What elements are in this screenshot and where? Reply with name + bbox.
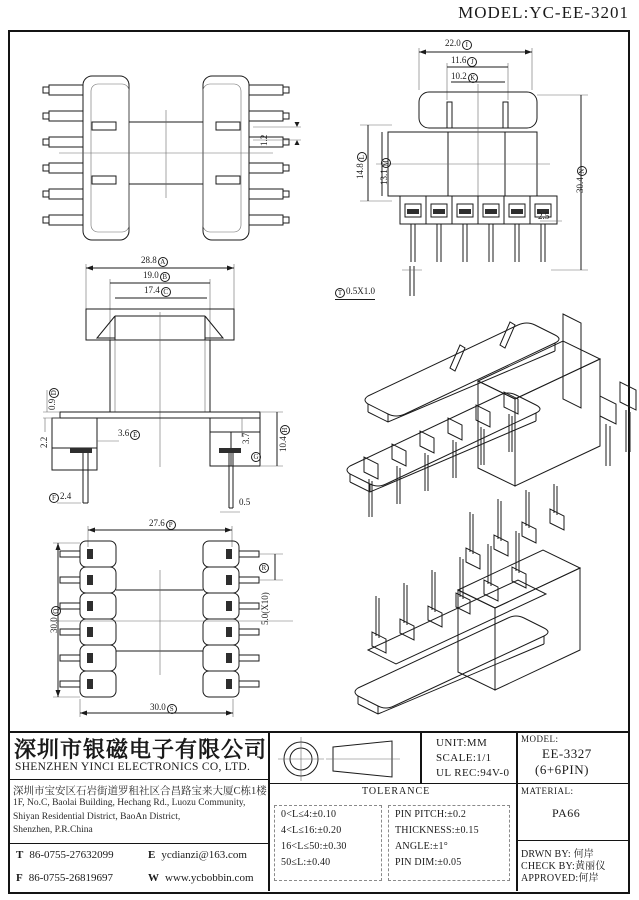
material-value: PA66: [552, 806, 581, 820]
bottom-view-drawing: [35, 515, 327, 727]
dim-2-4: F 2.4: [49, 491, 71, 503]
tolerance2-row-2: THICKNESS:±0.15: [395, 825, 479, 836]
check-by-value: 黄丽仪: [574, 861, 606, 872]
dim-1-2: 1.2: [259, 134, 269, 146]
dim-3-6: 3.6 E: [118, 428, 140, 440]
titleblock-divider-2: [420, 731, 422, 783]
company-name-en: SHENZHEN YINCI ELECTRONICS CO, LTD.: [15, 761, 251, 773]
dim-10-2: 10.2 K: [451, 71, 478, 83]
company-name-cn: 深圳市银磁电子有限公司: [14, 737, 268, 762]
page-title: MODEL:YC-EE-3201: [458, 3, 629, 22]
model-value-line1: EE-3327: [542, 746, 592, 761]
dim-0-9: 0.9D: [47, 388, 59, 410]
email-value: ycdianzi@163.com: [161, 849, 247, 861]
email-label: E: [148, 849, 156, 861]
address-en-line1: 1F, No.C, Baolai Building, Hechang Rd., Luozu Community,: [13, 798, 246, 808]
titleblock-rule-2: [268, 783, 628, 784]
scale-value: SCALE:1/1: [436, 752, 492, 764]
tolerance-row-1: 0<L≤4:±0.10: [281, 809, 337, 820]
dim-11-6: 11.6 J: [451, 55, 477, 67]
dim-13-1: 13.1M: [379, 160, 390, 185]
website-value: www.ycbobbin.com: [165, 872, 254, 884]
dim-2-2: 2.2: [39, 436, 49, 448]
fax-number: 86-0755-26819697: [28, 872, 114, 884]
dim-letter-g: G: [250, 450, 261, 462]
dim-5-0-x10: 5.0(X10): [260, 592, 270, 625]
iso-view-bottom: [338, 498, 634, 730]
dim-10-4: 10.4H: [278, 425, 290, 452]
phone-label: T: [16, 849, 24, 861]
dim-pin-size-note: T 0.5X1.0: [335, 286, 375, 300]
dim-30-0-bottom: 30.0 S: [150, 702, 177, 714]
website-row: [148, 872, 254, 884]
titleblock-divider-3: [516, 731, 518, 891]
tolerance-title: TOLERANCE: [362, 786, 431, 797]
website-label: W: [148, 872, 159, 884]
dim-17-4: 17.4 C: [144, 285, 171, 297]
dim-0-5: 0.5: [239, 497, 251, 507]
phone-number: 86-0755-27632099: [29, 849, 114, 861]
model-label: MODEL:: [521, 734, 559, 744]
approved-by-row: [521, 869, 599, 884]
address-cn: 深圳市宝安区石岩街道罗租社区合昌路宝来大厦C栋1楼: [13, 786, 267, 797]
approved-by-value: 何岸: [578, 873, 599, 884]
tolerance2-row-1: PIN PITCH:±0.2: [395, 809, 467, 820]
drawn-by-value: 何岸: [573, 849, 594, 860]
approved-by-label: APPROVED:: [521, 873, 579, 884]
dim-letter-r: R: [258, 561, 269, 573]
dim-28-8: 28.8 A: [141, 255, 168, 267]
projection-symbol: [270, 735, 420, 783]
iso-view-top: [338, 296, 634, 522]
side-view-drawing: [35, 252, 332, 516]
tolerance2-row-4: PIN DIM:±0.05: [395, 857, 462, 868]
dim-14-8: 14.8L: [355, 152, 367, 179]
model-value-line2: (6+6PIN): [535, 762, 589, 777]
tolerance-row-2: 4<L≤16:±0.20: [281, 825, 342, 836]
address-en-line3: Shenzhen, P.R.China: [13, 825, 93, 835]
material-rule: [516, 840, 628, 841]
dim-27-6: 27.6 P: [149, 518, 176, 530]
contact-rule: [8, 843, 268, 844]
tolerance-row-4: 50≤L:±0.40: [281, 857, 331, 868]
dim-2-5: 2.5: [538, 211, 550, 221]
dim-22-0: 22.0 I: [445, 38, 472, 50]
check-by-label: CHECK BY:: [521, 861, 575, 872]
tolerance2-row-3: ANGLE:±1°: [395, 841, 448, 852]
email-row: [148, 849, 247, 861]
dim-3-7: 3.7: [241, 432, 251, 444]
fax-label: F: [16, 872, 23, 884]
fax-row: [16, 872, 113, 884]
dim-30-4: 30.4N: [575, 166, 587, 193]
material-label: MATERIAL:: [521, 786, 574, 796]
unit-value: UNIT:MM: [436, 737, 488, 749]
tolerance-row-3: 16<L≤50:±0.30: [281, 841, 347, 852]
top-view-drawing: [35, 70, 327, 266]
phone-row: [16, 849, 114, 861]
address-en-line2: Shiyan Residential District, BaoAn District,: [13, 812, 181, 822]
drawn-by-label: DRWN BY:: [521, 849, 571, 860]
ul-rec-value: UL REC:94V-0: [436, 767, 510, 779]
dim-19-0: 19.0 B: [143, 270, 170, 282]
company-rule: [8, 779, 268, 780]
dim-30-0-left: 30.0Q: [49, 606, 61, 633]
